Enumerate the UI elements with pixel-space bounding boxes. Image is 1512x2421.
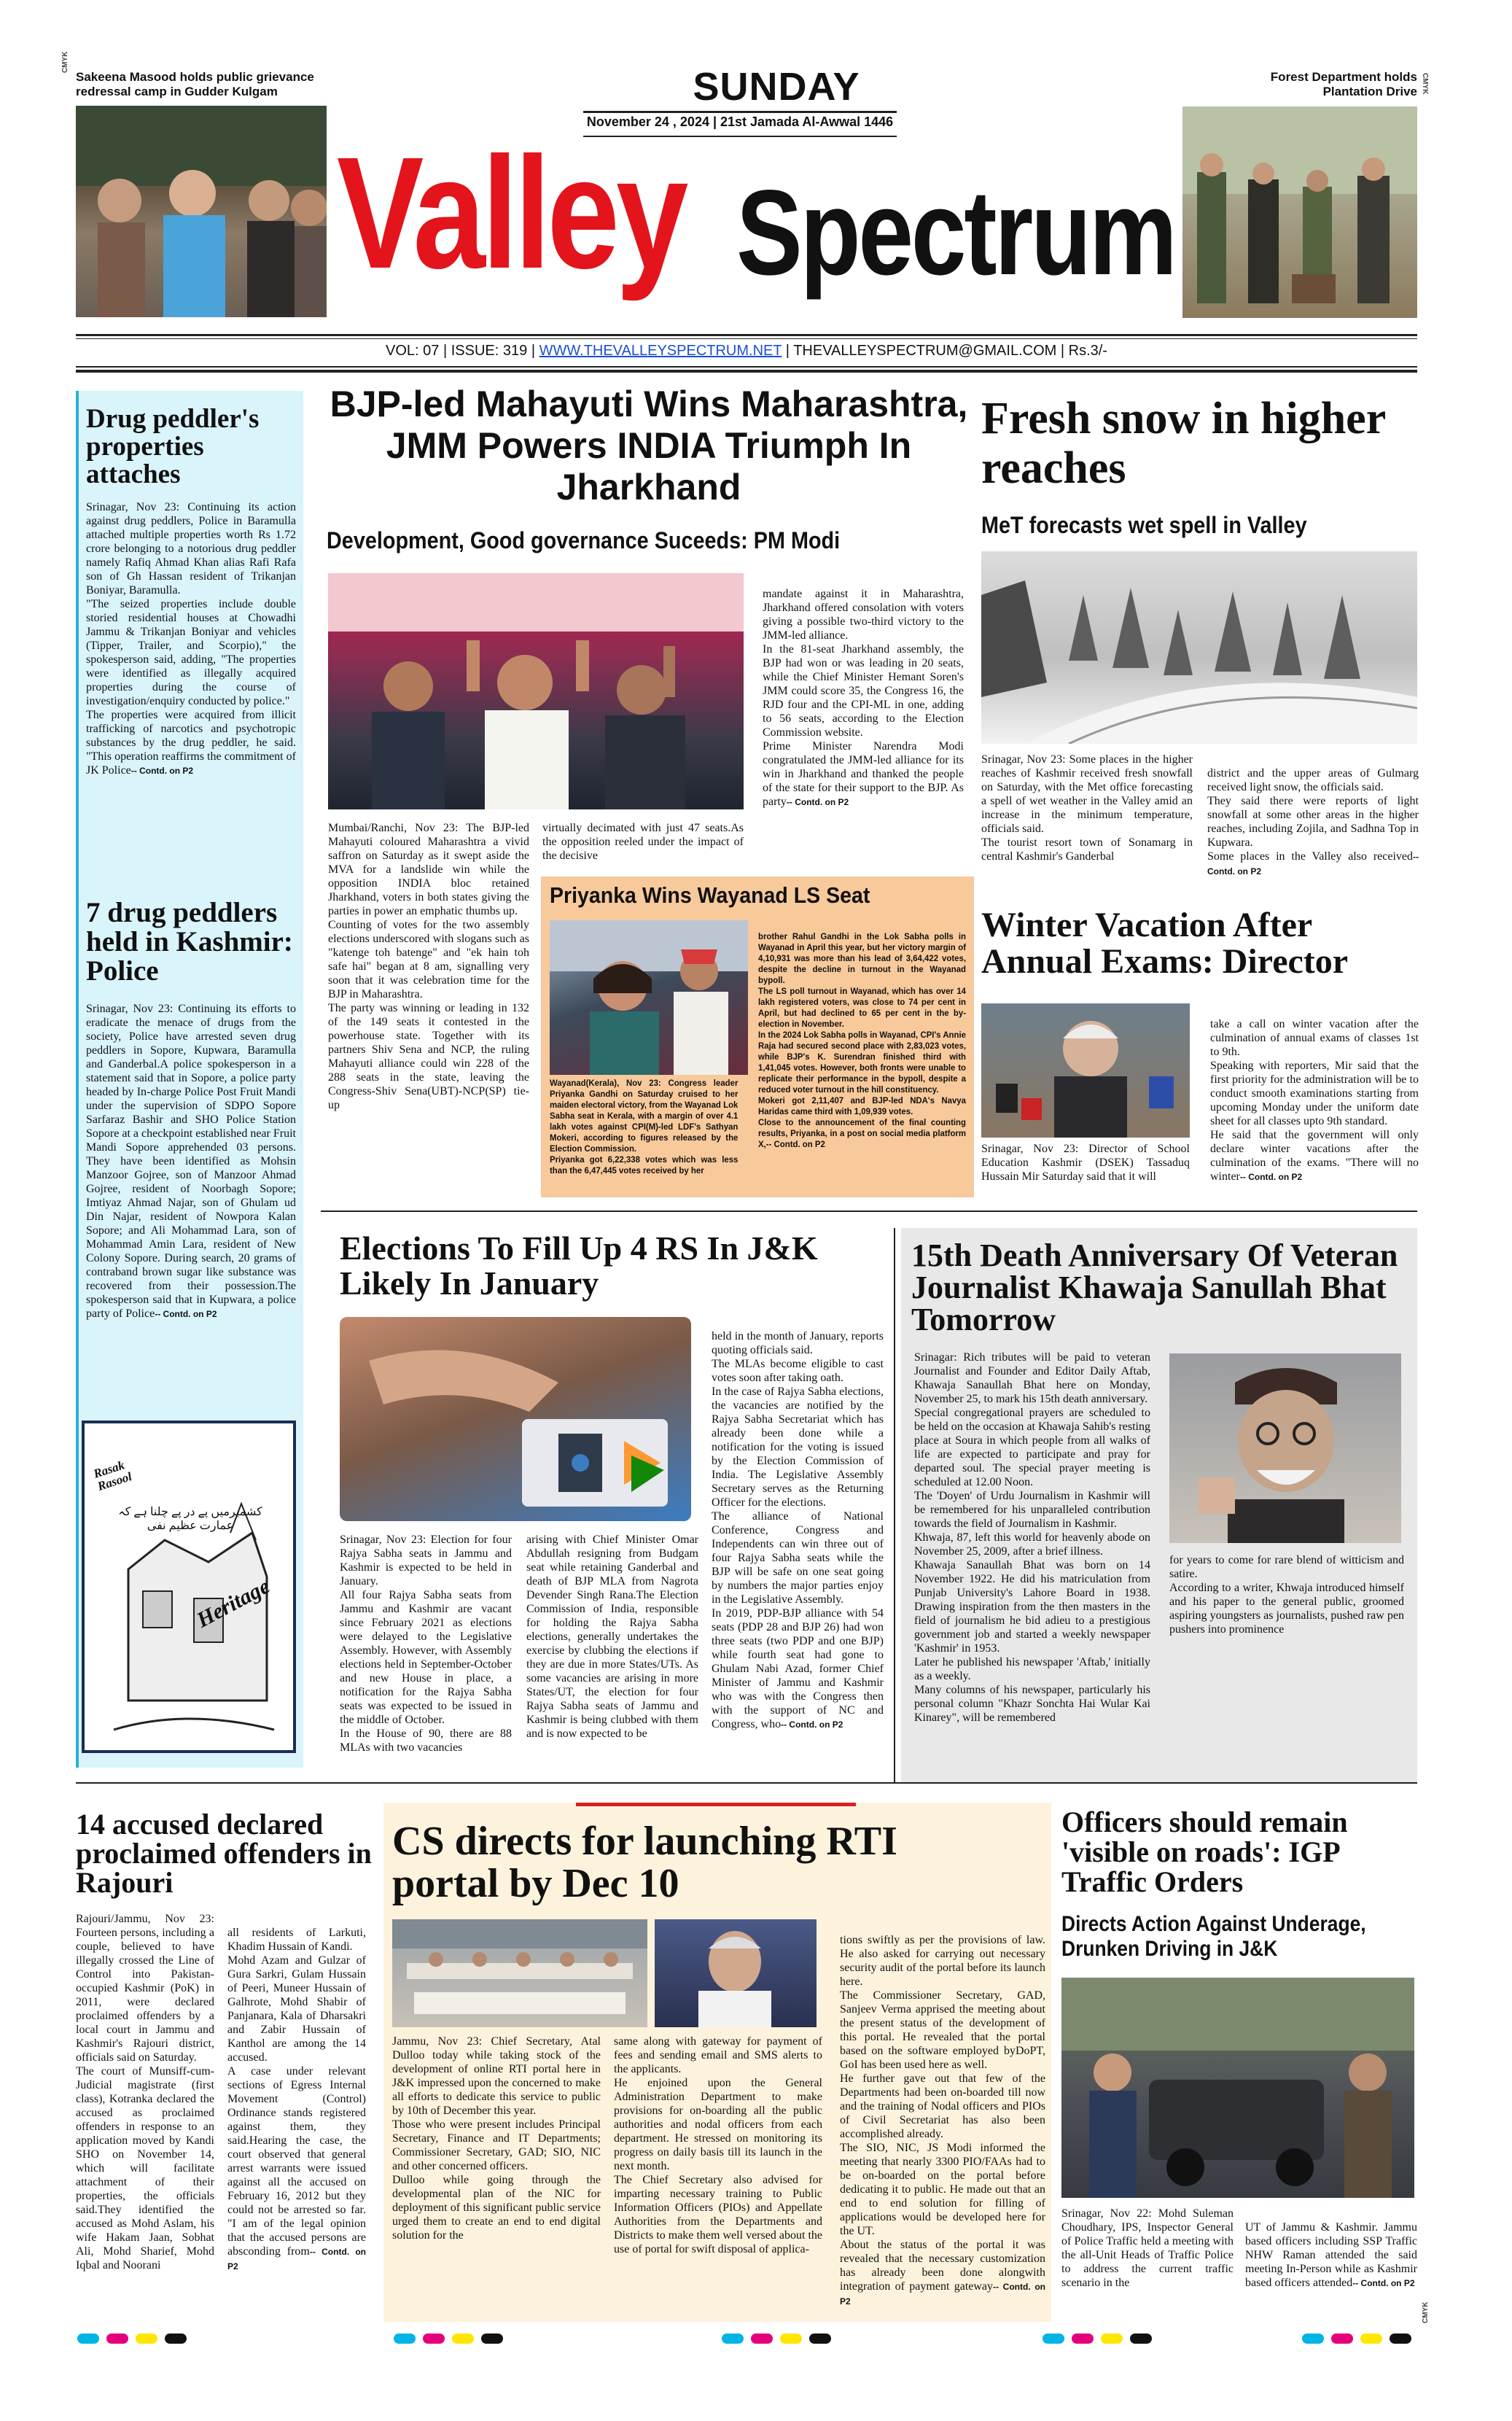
cartoon-heritage-label: Heritage [192,1574,274,1633]
rajouri-col1: Rajouri/Jammu, Nov 23: Fourteen persons, including a couple, believed to have illegally crossed the Line of Control into Pakistan-occupied Kashmir (PoK) in 2011, were declared proclaimed offenders by a local court in Jammu and Kashmir's Rajouri district, officials said on Saturday. The court of Munsiff-cum-Judicial magistrate (first class), Kotranka declared the accused as proclaimed offenders in response to an application moved by Kandi SHO on November 14, which will facilitate attachment of their properties, the officials said.They identified the accused as Mohd Aslam, his wife Hakam Jaan, Sobhat Ali, Mohd Sharief, Mohd Iqbal and Noorani [76,1913,214,2272]
seven-peddlers-headline[interactable]: 7 drug peddlers held in Kashmir: Police [86,897,293,987]
masthead-title-valley: Valley [337,125,685,302]
middle-band-rule [76,1782,1417,1784]
masthead-info-line: VOL: 07 | ISSUE: 319 | WWW.THEVALLEYSPECTRUM.NET | THEVALLEYSPECTRUM@GMAIL.COM | Rs.3/- [386,343,1107,359]
lead-story-subhead[interactable]: Development, Good governance Suceeds: PM Modi [327,527,841,553]
traffic-headline[interactable]: Officers should remain 'visible on roads': IGP Traffic Orders [1061,1806,1348,1898]
masthead-rule-2 [76,338,1417,339]
anniversary-portrait[interactable] [1169,1353,1401,1543]
traffic-right-text [1245,2207,1417,2290]
drug-story-para-1: Srinagar, Nov 23: Continuing its action against drug peddlers, Police in Baramulla attached multiple properties worth Rs 1.72 crore belonging to a notorious drug peddler namely Rafiq Ahmad Khan alias Rafi Rafa son of Gh Hassan resident of Trikanjan Boniyar, Baramulla. [86,501,296,596]
lead-story-photo[interactable] [328,573,744,809]
email-address[interactable]: THEVALLEYSPECTRUM@GMAIL.COM [793,343,1057,359]
rti-contd[interactable]: -- Contd. on P2 [840,2282,1045,2307]
elections-rs-headline[interactable]: Elections To Fill Up 4 RS In J&K Likely In January [340,1229,818,1302]
lead-story-col3-text: mandate against it in Maharashtra, Jharkhand offered consolation with voters giving a possible two-third victory to the JMM-led alliance. In the 81-seat Jharkhand assembly, the BJP had won or was leading in 20 seats, while the Chief Minister Hemant Soren's JMM could score 35, the Congress 16, the RJD four and the CPI-ML in one, adding to 56 seats, according to the Election Commission website. Prime Minister Narendra Modi congratulated the JMM-led alliance for its win in Jharkhand and thanked the people of the state for their support to the BJP. As party [763,588,964,808]
masthead-date: November 24 , 2024 | 21st Jamada Al-Awwal 1446 [586,114,894,129]
rti-col1: Jammu, Nov 23: Chief Secretary, Atal Dulloo today while taking stock of the development of online RTI portal here in J&K impressed upon the concerned to make all efforts to dedicate this service to public by 10th of December this year. Those who were present includes Principal Secretary, Finance and IT Departments; Commissioner Secretary, GAD; SIO, NIC and other concerned officers. Dulloo while going through the developmental plan of the NIC for deployment of this significant public service urged them to create an end to end digital solution for the [392,2035,601,2242]
left-teaser-headline[interactable]: Sakeena Masood holds public grievance redressal camp in Gudder Kulgam [76,70,314,98]
drug-story-body [86,500,296,778]
journalist-portrait-illustration [1169,1353,1401,1543]
rti-headline[interactable]: CS directs for launching RTI portal by Dec 10 [392,1819,897,1906]
drug-story-para-2: "The seized properties include double storied residential houses at Chowadhi Jammu & Trikanjan Boniyar and vehicles (Tipper, Trailer, and Scorpio)," the spokesperson said, adding, "The properties were identified as illegally acquired properties during the course of investigation/enquiry conducted by police." [86,598,296,707]
upper-band-rule [321,1210,1417,1212]
right-teaser-photo[interactable] [1182,106,1417,318]
cartoon-signature: Rasak Rasool [91,1458,134,1493]
price: Rs.3/- [1068,343,1107,359]
registration-marks-4 [1043,2333,1152,2344]
lead-story-contd[interactable]: -- Contd. on P2 [786,797,849,807]
voting-machine-illustration [340,1317,691,1521]
traffic-contd[interactable]: -- Contd. on P2 [1352,2278,1415,2288]
director-press-illustration [981,1003,1190,1138]
website-link[interactable]: WWW.THEVALLEYSPECTRUM.NET [539,343,782,359]
lead-story-col3 [763,573,964,809]
left-teaser-photo[interactable] [76,106,327,317]
priyanka-right-text [758,920,966,1150]
seven-peddlers-text: Srinagar, Nov 23: Continuing its efforts to eradicate the menace of drugs from the society, Police have arrested seven drug peddlers in Sopore, Kupwara, Baramulla and Ganderbal.A police spokesperson in a statement said that in Sopore, a police party headed by In-charge Police Post Fruit Mandi under the supervision of SDPO Sopore Sarfaraz Bashir and SHO Police Station Sopore at a checkpoint established near Fruit Mandi Sopore apprehended 03 persons. They have been identified as Mohsin Manzoor Gojree, son of Manzoor Ahmad Gojree, resident of Noorbagh Sopore; Imtiyaz Ahmad Najar, son of Ghulam ud Din Najar, resident of Nowpora Kalan Sopore; and Ali Mohammad Lara, son of Mohammad Amin Lara, resident of New Colony Sopore. During search, 20 grams of contraband brown sugar like substance was recovered from their possession.The spokesperson said that in Kupwara, a police party of Police [86,1003,296,1320]
elections-rs-col1: Srinagar, Nov 23: Election for four Rajya Sabha seats in Jammu and Kashmir is expected to be held in January. All four Rajya Sabha seats from Jammu and Kashmir are vacant since February 2021 as elections were delayed to the Legislative Assembly. However, with Assembly elections held in September-October and new House in place, a notification for the Rajya Sabha seats was expected to be issued in the middle of October. In the House of 90, there are 88 MLAs with two vacancies [340,1534,512,1754]
registration-marks-2 [394,2333,503,2344]
drug-story-headline[interactable]: Drug peddler's properties attaches [86,404,260,489]
victory-rally-illustration [328,573,744,809]
cmyk-mark-bottom: CMYK [1422,2301,1430,2323]
lead-story-headline[interactable]: BJP-led Mahayuti Wins Maharashtra, JMM Powers INDIA Triumph In Jharkhand [330,384,968,508]
rajouri-col2 [227,1912,366,2274]
cmyk-mark-right: CMYK [1421,73,1429,95]
elections-rs-col3 [712,1316,884,1732]
priyanka-contd[interactable]: -- Contd. on P2 [765,1139,825,1149]
vacation-contd[interactable]: -- Contd. on P2 [1239,1172,1303,1182]
elections-rs-contd[interactable]: -- Contd. on P2 [781,1719,843,1730]
masthead-day: SUNDAY [693,65,860,109]
volume-number: VOL: 07 [386,343,440,359]
cartoon-frame [82,1421,296,1753]
rti-photo-cs[interactable] [655,1919,817,2027]
meeting-hall-illustration [392,1919,647,2027]
vacation-photo[interactable] [981,1003,1190,1138]
masthead-rule-3 [76,366,1417,368]
rti-col3 [840,1919,1045,2309]
date-rule-top [583,111,897,113]
rti-col2: same along with gateway for payment of fees and sending email and SMS alerts to the applicants. He enjoined upon the General Administration Department to make provisions for on-boarding all the public authorities and nodal officers from each department. He stressed on monitoring its progress on daily basis till its launch in the next month. The Chief Secretary also advised for imparting necessary training to Public Information Officers (PIOs) and Appellate Authorities from the Departments and Districts to make them well versed about the use of portal for swift disposal of applica- [614,2035,822,2255]
elections-anniversary-divider [894,1228,895,1782]
traffic-right-body: UT of Jammu & Kashmir. Jammu based officers including SSP Traffic NHW Raman attended the said meeting In-Person while as Kashmir based officers attended [1245,2221,1417,2289]
traffic-left-text: Srinagar, Nov 22: Mohd Suleman Choudhary, IPS, Inspector General of Police Traffic held a meeting with the all-Unit Heads of Traffic Police to address the current traffic scenario in the [1061,2207,1234,2289]
priyanka-photo[interactable] [550,920,748,1075]
drug-story-para-3-text: The properties were acquired from illicit trafficking of narcotics and psychotropic substances by the drug peddler, he said. "This operation reaffirms the commitment of JK Police [86,709,296,777]
issue-number: ISSUE: 319 [451,343,528,359]
rti-red-bar [576,1803,856,1806]
snow-subhead[interactable]: MeT forecasts wet spell in Valley [981,512,1307,538]
vacation-headline[interactable]: Winter Vacation After Annual Exams: Director [981,906,1349,981]
snow-col2-text: district and the upper areas of Gulmarg received light snow, the officials said. They said there were reports of light snowfall at some other areas in the higher reaches, including Zojila, and Sadhna Top in Kupwara. Some places in the Valley also received [1207,767,1419,863]
priyanka-headline[interactable]: Priyanka Wins Wayanad LS Seat [550,882,870,908]
seven-peddlers-contd[interactable]: -- Contd. on P2 [155,1309,217,1319]
elections-rs-col2: arising with Chief Minister Omar Abdullah resigning from Budgam seat while retaining Ganderbal and death of BJP MLA from Nagrota Devender Singh Rana.The Election Commission of India, responsible for holding the Rajya Sabha elections, generally undertakes the exercise by clubbing the elections if they are due in more States/UTs. As some vacancies are arising in more States/UT, the election for four Rajya Sabha seats of Jammu and Kashmir is being clubbed with them and is now expected to be [526,1534,698,1740]
snow-col1: Srinagar, Nov 23: Some places in the higher reaches of Kashmir received fresh snowfall on Saturday, with the Met office forecasting a spell of wet weather in the Valley amid an increase in the minimum temperature, officials said. The tourist resort town of Sonamarg in central Kashmir's Ganderbal [981,753,1193,863]
registration-marks-5 [1302,2333,1411,2344]
plantation-photo-illustration [1182,106,1417,318]
traffic-checkpoint-illustration [1061,1978,1414,2198]
snow-headline[interactable]: Fresh snow in higher reaches [981,394,1386,493]
registration-marks-1 [77,2333,187,2344]
rajouri-col2-text: all residents of Larkuti, Khadim Hussain of Kandi. Mohd Azam and Gulzar of Gura Sarkri, Gulam Hussain of Peeri, Muneer Hussain of Galhrote, Mohd Shabir of Panjanara, Kala of Dharsakri and Zabir Hussain of Kanthol are among the 14 accused. A case under relevant sections of Egress Internal Movement (Control) Ordinance stands registered against them, they said.Hearing the case, the court observed that general arrest warrants were issued against all the accused on February 16, 2012 but they could not be arrested so far. "I am of the legal opinion that the accused persons are absconding from [227,1927,366,2258]
chief-secretary-illustration [655,1919,817,2027]
snow-photo[interactable] [981,551,1417,744]
masthead-title-spectrum: Spectrum [736,166,1175,300]
right-teaser-headline[interactable]: Forest Department holds Plantation Drive [1270,70,1417,98]
vacation-right-text [1210,1003,1419,1184]
seven-peddlers-body [86,1002,296,1321]
registration-marks-3 [722,2333,831,2344]
cmyk-mark-left: CMYK [61,51,69,73]
snowy-road-illustration [981,551,1417,744]
rajouri-headline[interactable]: 14 accused declared proclaimed offenders in Rajouri [76,1808,372,1899]
snow-col2 [1207,753,1419,879]
masthead-rule-4 [76,370,1417,373]
lead-story-col2: virtually decimated with just 47 seats.As the opposition reeled under the impact of the decisive [542,822,744,862]
masthead-rule-1 [76,334,1417,336]
snow-contd[interactable]: -- Contd. on P2 [1207,852,1419,877]
rti-photo-meeting[interactable] [392,1919,647,2027]
drug-story-para-3 [86,708,296,778]
vacation-left-text: Srinagar, Nov 23: Director of School Education Kashmir (DSEK) Tassaduq Hussain Mir Saturday said that it will [981,1143,1190,1183]
drug-story-contd[interactable]: -- Contd. on P2 [130,766,194,776]
elections-rs-col3-text: held in the month of January, reports quoting officials said. The MLAs become eligible to cast votes soon after taking oath. In the case of Rajya Sabha elections, the vacancies are notified by the Rajya Sabha Secretariat which has already been done while a notification for the voting is issued by the Election Commission of India. The Legislative Assembly Secretary serves as the Returning Officer for the elections. The alliance of National Conference, Congress and Independents can win three out of four Rajya Sabha seats while the BJP will be safe on one seat going by numbers the major parties enjoy in the Legislative Assembly. In 2019, PDP-BJP alliance with 54 seats (PDP 28 and BJP 26) had won three seats (two PDP and one BJP) while fourth seat had gone to Ghulam Nabi Azad, former Chief Minister of Jammu and Kashmir who was with the Congress then with the support of NC and Congress, who [712,1330,884,1730]
priyanka-left-text: Wayanad(Kerala), Nov 23: Congress leader Priyanka Gandhi on Saturday cruised to her maiden electoral victory, from the Wayanad Lok Sabha seat in Kerala, with a margin of over 4.1 lakh votes against CPI(M)-led LDF's Sathyan Mokeri, according to figures released by the Election Commission. Priyanka got 6,22,338 votes which was less than the 6,47,445 votes received by her [550,1078,739,1175]
crowd-photo-illustration [76,106,327,317]
priyanka-right-body: brother Rahul Gandhi in the Lok Sabha polls in Wayanad in April this year, but her victory margin of 4,10,931 was more than his lead of 3,64,422 votes, despite the decline in turnout in the Wayanad bypoll. The LS poll turnout in Wayanad, which has over 14 lakh registered voters, was close to 74 per cent in April, but had declined to 65 per cent in the by-election in November. In the 2024 Lok Sabha polls in Wayanad, CPI's Annie Raja had secured second place with 2,83,023 votes, while BJP's K. Surendran finished third with 1,41,045 votes. However, both fronts were unable to replicate their performance in the bypoll, despite a reduced voter turnout in the hill constituency. Mokeri got 2,11,407 and BJP-led NDA's Navya Haridas came third with 1,09,939 votes. Close to the announcement of the final counting results, Priyanka, in a post on social media platform X, [758,931,966,1149]
traffic-photo[interactable] [1061,1978,1414,2198]
anniversary-right-text: for years to come for rare blend of witticism and satire. According to a writer, Khwaja introduced himself and his paper to the general public, groomed aspiring youngsters as journalists, pushed raw pen pushers into prominence [1169,1554,1404,1636]
rti-col3-text: tions swiftly as per the provisions of law. He also asked for carrying out necessary security audit of the portal before its launch here. The Commissioner Secretary, GAD, Sanjeev Verma apprised the meeting about the present status of the development of this portal. He revealed that the portal based on the software employed byDoPT, GoI has been used here as well. He further gave out that few of the Departments had been on-boarded till now and the training of Nodal officers and PIOs of Civil Secretariat has also been accomplished already. The SIO, NIC, JS Modi informed the meeting that nearly 3300 PIO/FAAs had to be on-boarded on the portal before dedicating it to public. He made out that an end to end solution for filling of applications would be developed here for the UT. About the status of the portal it was revealed that the necessary customization has already been done alongwith integration of payment gateway [840,1934,1045,2293]
anniversary-headline[interactable]: 15th Death Anniversary Of Veteran Journalist Khawaja Sanullah Bhat Tomorrow [911,1237,1398,1337]
traffic-subhead[interactable]: Directs Action Against Underage, Drunken Driving in J&K [1061,1912,1366,1961]
anniversary-left-text: Srinagar: Rich tributes will be paid to veteran Journalist and Founder and Editor Daily Aftab, Khawaja Sanaullah Bhat here on Monday, November 25, to mark his 15th death anniversary. Special congregational prayers are scheduled to be held on the occasion at Khawaja Sahib's resting place at Soura in which people from all walks of life are expected to participate and pray for departed soul. The special prayer meeting is scheduled at 12.00 Noon. The 'Doyen' of Urdu Journalism in Kashmir will be remembered for his unparalleled contribution towards the field of Journalism in Kashmir. Khwaja, 87, left this world for heavenly abode on November 25, 2009, after a brief illness. Khawaja Sanaullah Bhat was born on 14 November 1922. He did his matriculation from Punjab University's Lahore Board in 1938. Drawing inspiration from the then masters in the field of journalism he bid adieu to a prestigious government job and started a weekly newspaper 'Kashmir' in 1953. Later he published his newspaper 'Aftab,' initially as a weekly. Many columns of his newspaper, particularly his personal column "Khazr Sonchta Hai Wular Kai Kinarey", will be remembered [914,1351,1150,1724]
elections-rs-photo[interactable] [340,1317,691,1521]
priyanka-celebration-illustration [550,920,748,1075]
rajouri-contd[interactable]: -- Contd. on P2 [227,2247,366,2272]
cartoon-urdu-caption: کشمیرمیں پے در پے چلنا ہے کہ عمارت عظیم نفی [118,1506,262,1532]
vacation-right-body: take a call on winter vacation after the culmination of annual exams of classes 1st to 9th. Speaking with reporters, Mir said that the first priority for the administration will be to conduct smooth examinations starting from upcoming Monday under the uniform date sheet for all classes upto 9th standard. He said that the government will only declare winter vacations after the culmination of the exams. "There will no winter [1210,1018,1419,1183]
lead-story-col1: Mumbai/Ranchi, Nov 23: The BJP-led Mahayuti coloured Maharashtra a vivid saffron on Saturday as it swept aside the MVA for a landslide win while the opposition INDIA bloc retained Jharkhand, voters in both states giving the parties in power an emphatic thumbs up. Counting of votes for the two assembly elections underscored with slogans such as "katenge toh batenge" and "ek hain toh safe hai" began at 8 am, signalling very soon that it was celebration time for the BJP in Maharashtra. The party was winning or leading in 132 of the 149 seats it contested in the powerhouse state. Together with its partners Shiv Sena and NCP, the ruling Mahayuti alliance could win 228 of the 288 seats in the state, leaving the Congress-Shiv Sena(UBT)-NCP(SP) tie-up [328,822,529,1111]
